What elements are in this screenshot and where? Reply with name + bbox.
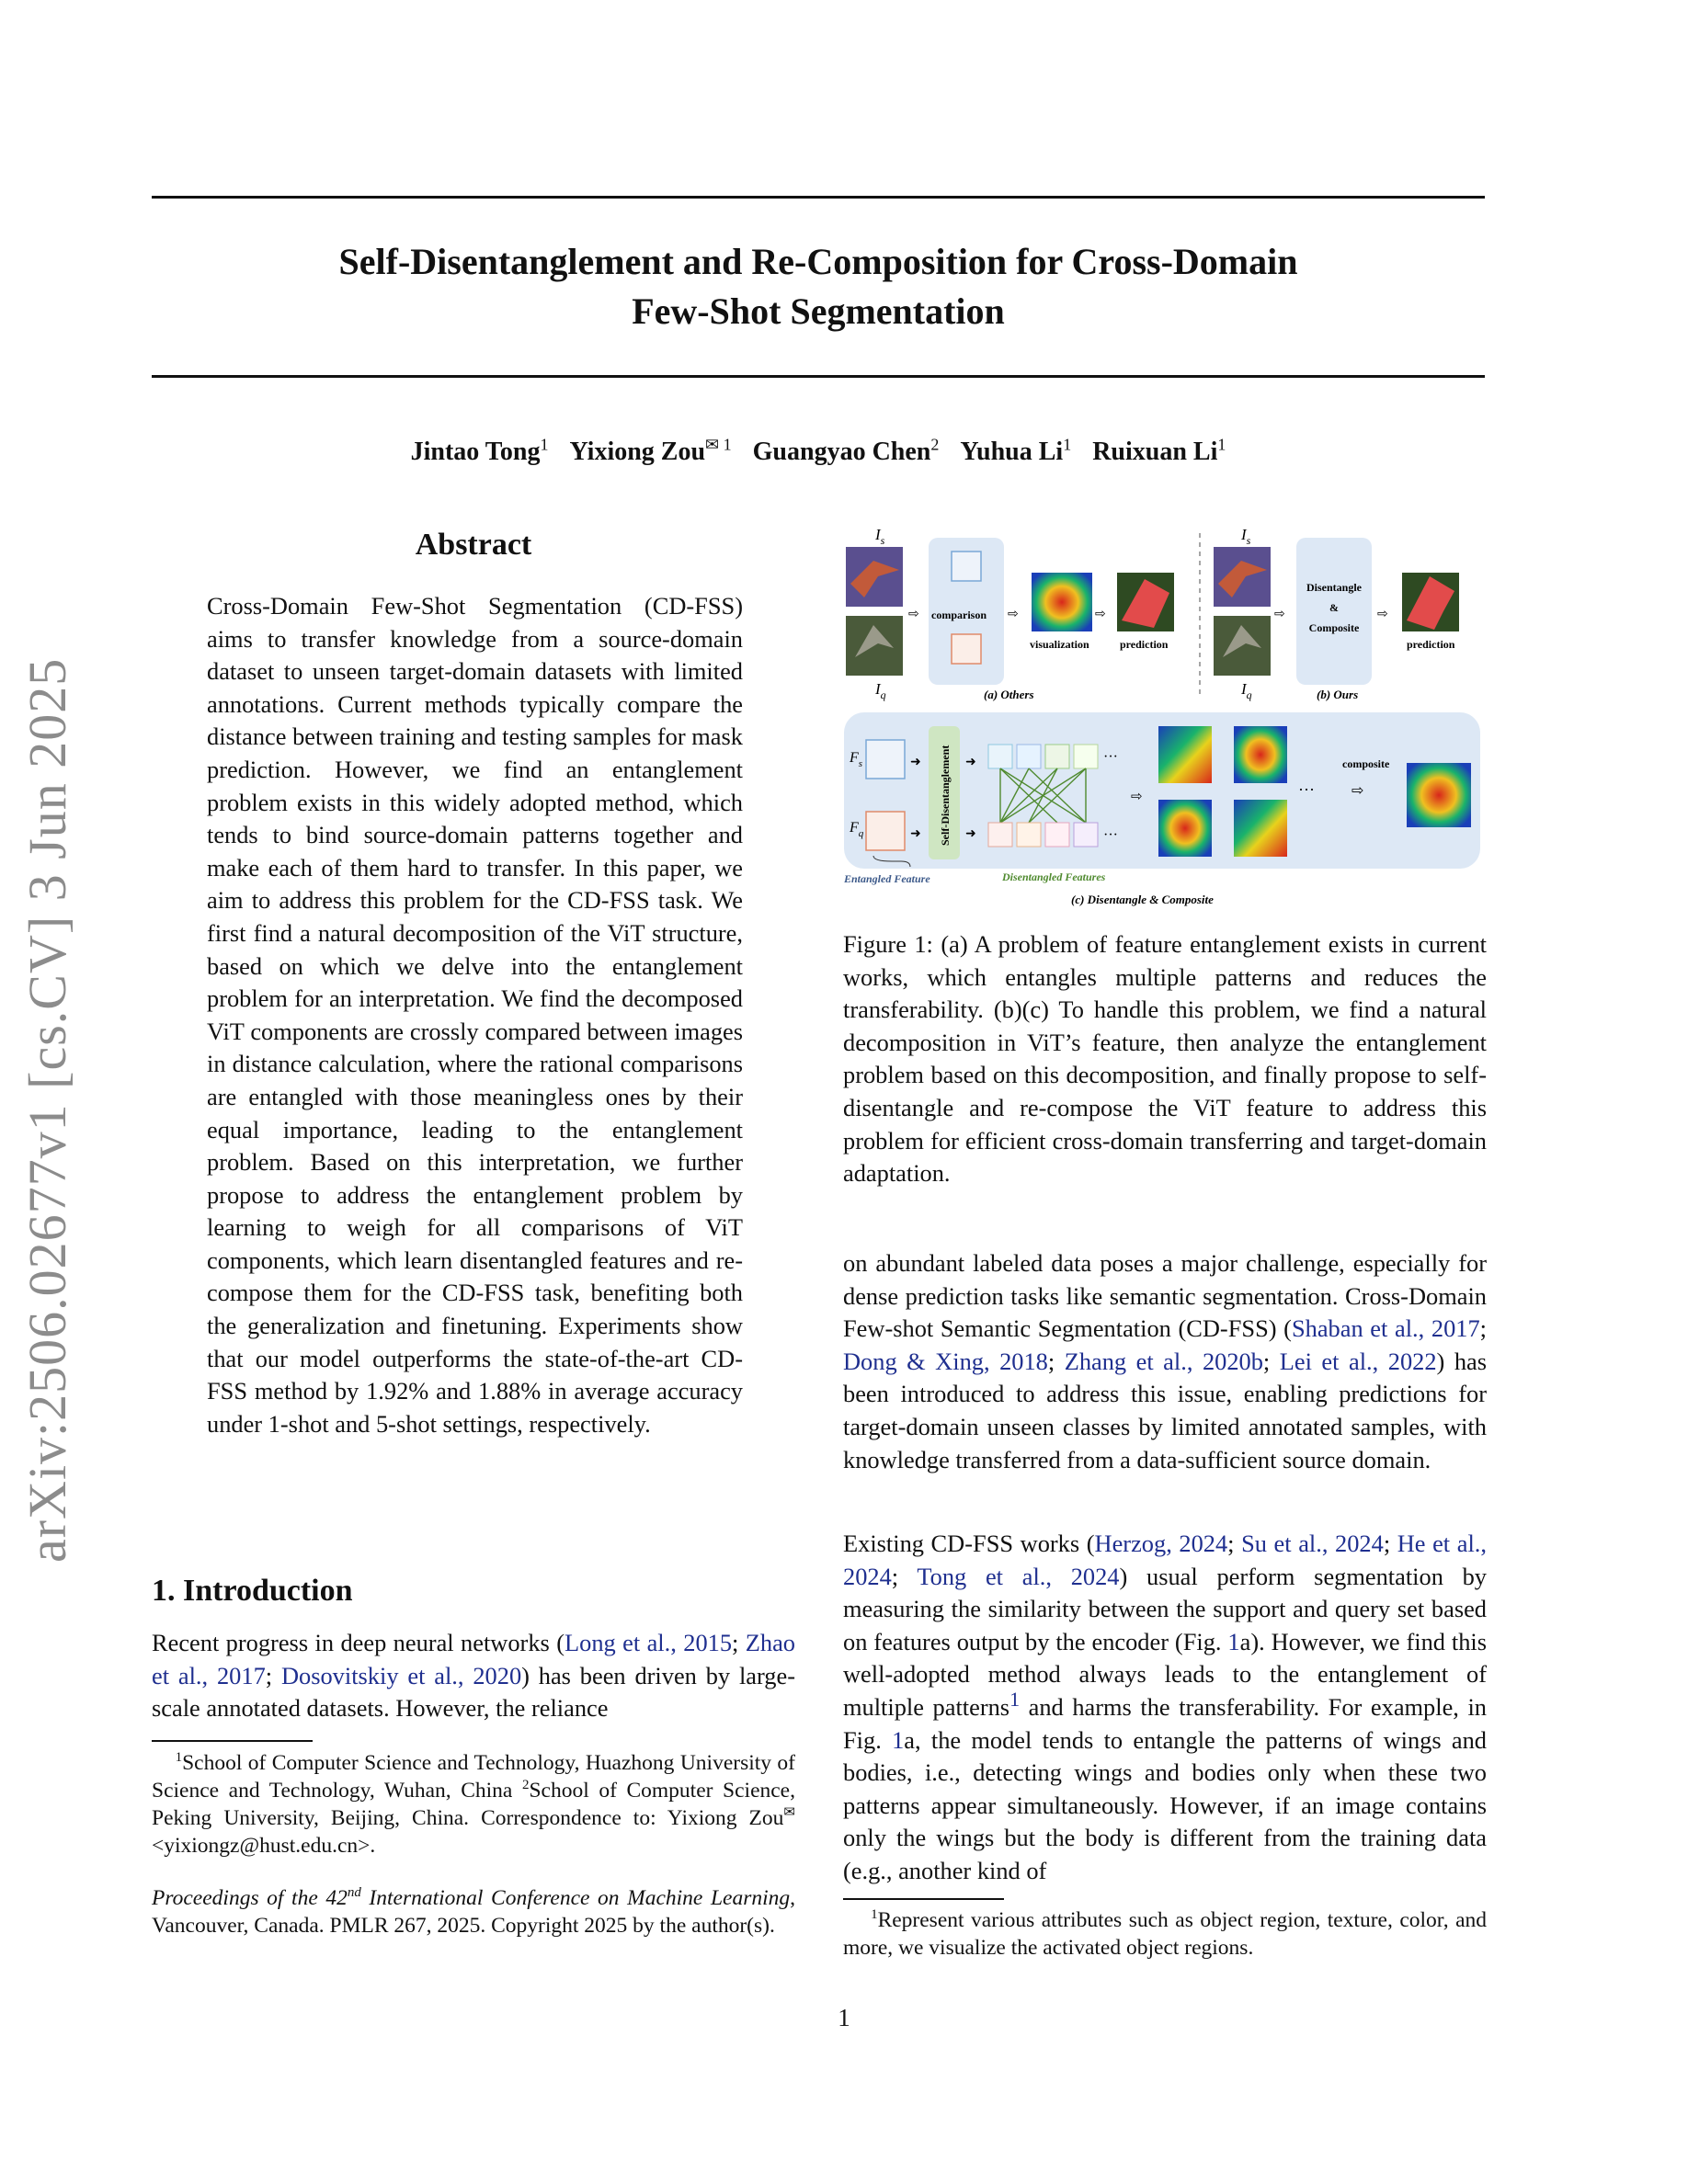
cube-icon bbox=[952, 634, 981, 664]
ellipsis: ··· bbox=[1103, 749, 1118, 765]
ellipsis: ··· bbox=[1103, 827, 1118, 843]
citation-link[interactable]: Zhao et al., 2017 bbox=[152, 1629, 796, 1689]
composite-heatmap bbox=[1407, 763, 1471, 827]
citation-link[interactable]: Tong et al., 2024 bbox=[917, 1562, 1120, 1590]
heatmap-image bbox=[1234, 800, 1287, 857]
feature-cube bbox=[1045, 745, 1069, 768]
subfigure-b-label: (b) Ours bbox=[1317, 688, 1359, 701]
footnote-rule bbox=[152, 1740, 313, 1742]
footnote-ref-link[interactable]: 1 bbox=[1009, 1688, 1021, 1712]
feature-cube bbox=[1017, 745, 1041, 768]
figure-caption: Figure 1: (a) A problem of feature entanglement exists in current works, which entangles multiple patterns and reduces the transferability. (b)(c) To handle this problem, we find a natural decomposition in ViT’s feature, then analyze the entanglement problem based on this decomposition, and finally propose to self-disentangle and re-compose the ViT feature to address this problem for efficient cross-domain transferring and target-domain adaptation. bbox=[843, 930, 1487, 1188]
composite-label: Composite bbox=[1308, 621, 1360, 634]
entangled-cube-icon bbox=[866, 740, 905, 779]
arrow-icon: ⇨ bbox=[1352, 783, 1364, 799]
feature-cube bbox=[988, 745, 1012, 768]
proceedings-note: Proceedings of the 42nd International Conference on Machine Learning, Vancouver, Canada. PMLR 267, 2025. Copyright 2025 by the author(s). bbox=[152, 1885, 795, 1938]
disentangled-features-label: Disentangled Features bbox=[1002, 870, 1106, 883]
arrow-icon: ⇨ bbox=[1274, 608, 1285, 621]
title-top-rule bbox=[152, 196, 1485, 199]
figure-ref-link[interactable]: 1 bbox=[1227, 1627, 1240, 1655]
query-image bbox=[1214, 616, 1271, 676]
arrow-icon: ⇨ bbox=[1377, 608, 1388, 621]
arrow-icon: ➜ bbox=[910, 827, 921, 841]
arxiv-identifier[interactable]: arXiv:2506.02677v1 [cs.CV] 3 Jun 2025 bbox=[17, 657, 77, 1563]
citation-link[interactable]: He et al., 2024 bbox=[843, 1530, 1487, 1590]
arrow-icon: ➜ bbox=[910, 756, 921, 769]
citation-link[interactable]: Long et al., 2015 bbox=[565, 1629, 733, 1656]
citation-link[interactable]: Dong & Xing, 2018 bbox=[843, 1347, 1048, 1375]
subfigure-a-label: (a) Others bbox=[984, 688, 1034, 701]
arrow-icon: ⇨ bbox=[1008, 608, 1019, 621]
feature-cube bbox=[988, 823, 1012, 847]
self-disentanglement-label: Self-Disentanglement bbox=[939, 745, 952, 846]
arrow-icon: ➜ bbox=[965, 756, 976, 769]
ellipsis: ··· bbox=[1298, 780, 1315, 799]
cube-icon bbox=[952, 552, 981, 581]
heatmap-image bbox=[1158, 800, 1212, 857]
title-line-1: Self-Disentanglement and Re-Composition for Cross-Domain bbox=[338, 241, 1298, 282]
citation-link[interactable]: Lei et al., 2022 bbox=[1279, 1347, 1437, 1375]
citation-link[interactable]: Herzog, 2024 bbox=[1094, 1530, 1228, 1557]
composite-label: composite bbox=[1342, 757, 1390, 770]
entangled-cube-icon bbox=[866, 812, 905, 850]
figure-1 bbox=[837, 519, 1489, 915]
author-list bbox=[152, 435, 1485, 467]
arrow-icon: ⇨ bbox=[1131, 790, 1143, 804]
feature-cube bbox=[1074, 745, 1098, 768]
citation-link[interactable]: Dosovitskiy et al., 2020 bbox=[280, 1661, 522, 1689]
author: Yixiong Zou$^{✉ 1}$ bbox=[569, 435, 732, 466]
arrow-icon: ⇨ bbox=[908, 608, 919, 621]
author: Yuhua Li$^1$ bbox=[960, 435, 1072, 466]
citation-link[interactable]: Su et al., 2024 bbox=[1241, 1530, 1384, 1557]
subfigure-c-label: (c) Disentangle & Composite bbox=[1071, 893, 1214, 906]
label-is: $I_s$ bbox=[1241, 526, 1251, 547]
feature-cube bbox=[1045, 823, 1069, 847]
feature-cube bbox=[1017, 823, 1041, 847]
abstract-text: Cross-Domain Few-Shot Segmentation (CD-FSS) aims to transfer knowledge from a source-domain dataset to unseen target-domain datasets with limited annotations. Current methods typically compare the distance between training and testing samples for mask prediction. However, we find an entanglement problem exists in this widely adopted method, which tends to bind source-domain patterns together and make each of them hard to transfer. In this paper, we aim to address this problem for the CD-FSS task. We first find a natural decomposition of the ViT structure, based on which we delve into the entanglement problem for an interpretation. We find the decomposed ViT components are crossly compared between images in distance calculation, where the rational comparisons are entangled with those meaningless ones by their equal importance, leading to the entanglement problem. Based on this interpretation, we further propose to address the entanglement problem by learning to weigh for all comparisons of ViT components, which learn disentangled features and re-compose them for the CD-FSS task, benefiting both the generalization and finetuning. Experiments show that our model outperforms the state-of-the-art CD-FSS method by 1.92% and 1.88% in average accuracy under 1-shot and 5-shot settings, respectively. bbox=[207, 592, 743, 1438]
heatmap-image bbox=[1158, 726, 1212, 783]
heatmap-image bbox=[1234, 726, 1287, 783]
label-fs: $F_s$ bbox=[850, 750, 863, 769]
label-fq: $F_q$ bbox=[850, 820, 864, 839]
arrow-icon: ➜ bbox=[965, 827, 976, 841]
prediction-label: prediction bbox=[1120, 638, 1169, 651]
query-image bbox=[846, 616, 903, 676]
citation-link[interactable]: Zhang et al., 2020b bbox=[1064, 1347, 1263, 1375]
patterns-footnote: $^1$Represent various attributes such as object region, texture, color, and more, we visualize the activated object regions. bbox=[843, 1907, 1488, 1960]
title-line-2: Few-Shot Segmentation bbox=[632, 290, 1005, 332]
affiliation-footnote: $^1$School of Computer Science and Technology, Huazhong University of Science and Technology, Wuhan, China $^2$School of Computer Science, Peking University, Beijing, China. Correspondence to: Yixiong Zou✉ <yixiongz@hust.edu.cn>. bbox=[152, 1750, 795, 1858]
disentangle-label: Disentangle bbox=[1306, 581, 1362, 594]
title-bottom-rule bbox=[152, 375, 1485, 378]
author: Ruixuan Li$^1$ bbox=[1092, 435, 1226, 466]
entangled-feature-label: Entangled Feature bbox=[844, 872, 930, 885]
prediction-label: prediction bbox=[1407, 638, 1455, 651]
paper-title bbox=[152, 237, 1485, 336]
author: Guangyao Chen$^2$ bbox=[752, 435, 940, 466]
arrow-icon: ⇨ bbox=[1095, 608, 1106, 621]
intro-paragraph-2: Existing CD-FSS works (Herzog, 2024; Su et al., 2024; He et al., 2024; Tong et al., 2024) usual perform segmentation by measuring the similarity between the support and query set based on features output by the encoder (Fig. 1a). However, we find this well-adopted method always leads to the entanglement of multiple patterns$^1$ and harms the transferability. For example, in Fig. 1a, the model tends to entangle the patterns of wings and bodies, i.e., detecting wings and bodies only when these two patterns appear simultaneously. However, if an image contains only the wings but the body is different from the training data (e.g., another kind of bbox=[843, 1530, 1488, 1884]
label-iq: $I_q$ bbox=[875, 680, 886, 701]
visualization-label: visualization bbox=[1030, 638, 1089, 651]
email-link[interactable]: <yixiongz@hust.edu.cn>. bbox=[152, 1834, 376, 1858]
label-is: $I_s$ bbox=[875, 526, 885, 547]
introduction-paragraph: Recent progress in deep neural networks (Long et al., 2015; Zhao et al., 2017; Dosovitskiy et al., 2020) has been driven by large-scale annotated datasets. However, the reliance bbox=[152, 1629, 796, 1723]
introduction-heading: 1. Introduction bbox=[152, 1574, 353, 1608]
intro-paragraph-continued: on abundant labeled data poses a major challenge, especially for dense prediction tasks like semantic segmentation. Cross-Domain Few-shot Semantic Segmentation (CD-FSS) (Shaban et al., 2017; Dong & Xing, 2018; Zhang et al., 2020b; Lei et al., 2022) has been introduced to address this issue, enabling predictions for target-domain unseen classes by limited annotated samples, with knowledge transferred from a data-sufficient source domain. bbox=[843, 1249, 1488, 1473]
citation-link[interactable]: Shaban et al., 2017 bbox=[1291, 1314, 1480, 1343]
ampersand-label: & bbox=[1329, 601, 1339, 614]
feature-cube bbox=[1074, 823, 1098, 847]
heatmap-image bbox=[1032, 573, 1092, 631]
abstract-heading: Abstract bbox=[415, 528, 532, 562]
figure-ref-link[interactable]: 1 bbox=[892, 1725, 905, 1754]
label-iq: $I_q$ bbox=[1241, 680, 1252, 701]
footnote-rule bbox=[843, 1898, 1004, 1900]
author: Jintao Tong$^1$ bbox=[410, 435, 549, 466]
page-number: 1 bbox=[838, 2004, 850, 2031]
comparison-label: comparison bbox=[931, 609, 987, 621]
